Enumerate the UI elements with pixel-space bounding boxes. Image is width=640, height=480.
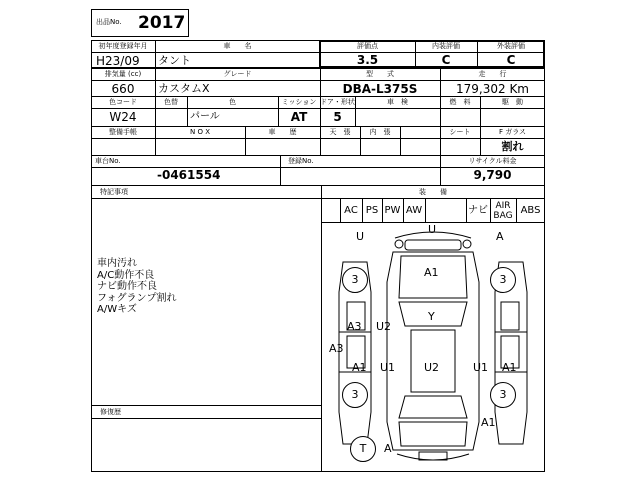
exterior-grade-label: 外装評価 [497, 42, 525, 50]
year-label: 初年度登録年月 [98, 42, 148, 50]
mark-rocker-right: A1 [502, 361, 517, 374]
model-value: DBA-L375S [342, 82, 418, 96]
mission-value: AT [290, 110, 308, 124]
fuel-label: 燃 料 [449, 98, 471, 106]
lot-number-box [91, 9, 189, 37]
rule [91, 108, 545, 109]
equip-blank [425, 200, 466, 222]
mark-front-center: U [428, 223, 437, 236]
registration-label: 登録No. [288, 157, 314, 165]
grade-value: カスタムX [158, 82, 210, 95]
rear-glass [399, 396, 467, 418]
equip-pw: PW [384, 205, 401, 216]
nox-label: N O X [190, 128, 210, 136]
plate [419, 452, 447, 460]
spare-tire: T [350, 436, 376, 462]
rear-bumper [397, 454, 469, 460]
grade-label: グレード [223, 70, 252, 78]
interior-grade-label: 内装評価 [432, 42, 460, 50]
repair-history-label: 修復歴 [100, 408, 121, 416]
interior-grade-value: C [441, 53, 451, 67]
mark-door-left: U2 [376, 320, 392, 333]
glass-label: F ガラス [498, 128, 527, 136]
rule [91, 405, 321, 406]
recycle-value: 9,790 [473, 168, 512, 182]
note-line: A/C動作不良 [97, 269, 155, 281]
glass-value: 割れ [501, 140, 524, 153]
lot-number: 2017 [138, 13, 186, 33]
mark-door-rear-left: U1 [380, 361, 396, 374]
wheel-front-right: 3 [490, 267, 516, 293]
model-label: 型 式 [366, 70, 394, 78]
score-value: 3.5 [356, 53, 379, 67]
rule [91, 96, 545, 97]
equip-airbag: AIR BAG [493, 201, 513, 221]
car-name-label: 車 名 [223, 42, 252, 50]
exterior-grade-value: C [506, 53, 516, 67]
equip-ps: PS [365, 205, 379, 216]
mark-front-left: U [356, 230, 365, 243]
rule [91, 198, 545, 199]
mark-roof: U2 [424, 361, 440, 374]
wheel-rear-right: 3 [490, 382, 516, 408]
mark-windshield: Y [428, 310, 435, 323]
note-line: ナビ動作不良 [97, 281, 157, 292]
displacement-value: 660 [111, 82, 135, 96]
rule [91, 138, 545, 139]
roof-lining-label: 天 張 [329, 128, 351, 136]
color-code-label: 色コード [109, 98, 137, 106]
mission-label: ミッション [281, 98, 317, 106]
color-code-value: W24 [109, 110, 137, 124]
rule [91, 418, 321, 419]
mark-rear-left: A [384, 442, 392, 455]
mark-rear-right: A1 [481, 416, 496, 429]
body-outline [387, 252, 479, 450]
color-label: 色 [229, 98, 236, 106]
doors-label: ドア・形状 [320, 98, 355, 106]
mark-door-rear-right: U1 [473, 361, 489, 374]
mark-a-pillar-left: A3 [347, 320, 362, 333]
equip-aw: AW [405, 205, 423, 216]
rule [91, 80, 545, 81]
chassis-value: -0461554 [157, 168, 221, 182]
wheel-front-left: 3 [342, 267, 368, 293]
rear-hatch [399, 422, 467, 446]
rule [280, 155, 281, 185]
mileage-label: 走 行 [478, 70, 507, 78]
year-value: H23/09 [96, 54, 140, 68]
drive-label: 駆 動 [502, 98, 523, 106]
note-line: 車内汚れ [97, 258, 137, 269]
notes-label: 特記事項 [100, 188, 128, 196]
rule [91, 155, 545, 156]
score-label: 評価点 [357, 42, 378, 50]
equip-abs: ABS [520, 205, 541, 216]
note-line: フォグランプ割れ [97, 292, 177, 304]
recycle-label: リサイクル料金 [468, 157, 517, 165]
lot-number-label: 出品No. [96, 18, 122, 26]
doors-value: 5 [333, 110, 342, 124]
displacement-label: 排気量 (cc) [104, 70, 142, 78]
equipment-label: 装 備 [419, 188, 447, 196]
seat-label: シート [449, 128, 471, 136]
inspection-label: 車 検 [387, 98, 408, 106]
grille [405, 240, 461, 250]
mark-rocker-left: A1 [352, 361, 367, 374]
rule [400, 126, 401, 155]
color-value: パール [190, 111, 220, 122]
interior-trim-label: 内 張 [369, 128, 391, 136]
history-label: 車 歴 [268, 128, 297, 136]
color-change-label: 色替 [164, 98, 178, 106]
wheel-rear-left: 3 [342, 382, 368, 408]
equip-ac: AC [344, 205, 358, 216]
manual-label: 整備手帳 [109, 128, 137, 136]
mark-side-left: A3 [329, 342, 344, 355]
headlight-left [395, 240, 403, 248]
note-line: A/Wキズ [97, 304, 137, 315]
mark-hood: A1 [424, 266, 439, 279]
rule [91, 126, 545, 127]
notes-list [97, 258, 177, 316]
chassis-label: 車台No. [95, 157, 121, 165]
rule [91, 185, 545, 186]
headlight-right [463, 240, 471, 248]
car-name-value: タント [158, 54, 191, 67]
mark-front-right: A [496, 230, 504, 243]
equip-navi: ナビ [468, 205, 488, 216]
mileage-value: 179,302 Km [456, 82, 529, 96]
car-damage-diagram [321, 222, 545, 470]
